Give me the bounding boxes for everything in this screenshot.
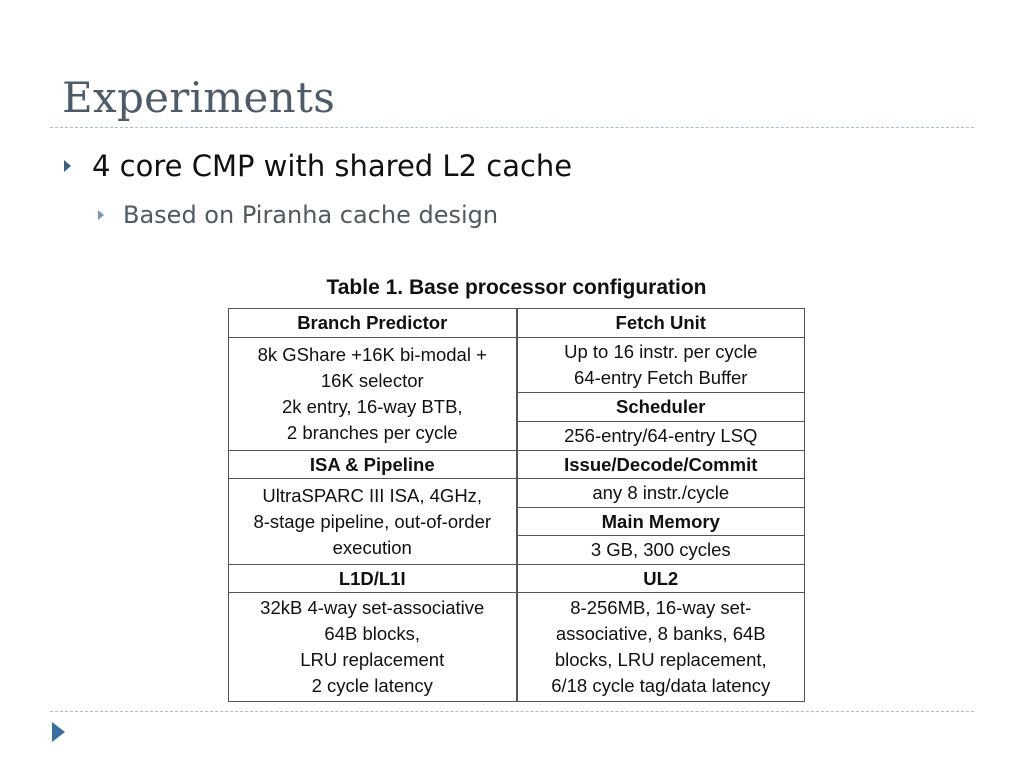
title-divider xyxy=(50,127,974,128)
cell-line: 64B blocks, xyxy=(324,623,421,644)
processor-config-table xyxy=(228,308,805,702)
cell-main-memory: 3 GB, 300 cycles xyxy=(517,536,805,565)
cell-line: blocks, LRU replacement, xyxy=(554,649,767,670)
cell-line: 6/18 cycle tag/data latency xyxy=(551,675,771,696)
header-fetch-unit: Fetch Unit xyxy=(517,309,805,338)
cell-line: UltraSPARC III ISA, 4GHz, xyxy=(262,484,483,506)
slide-title: Experiments xyxy=(62,73,336,122)
cell-line: 2 branches per cycle xyxy=(286,422,458,443)
cell-line: LRU replacement xyxy=(300,649,445,670)
header-main-memory: Main Memory xyxy=(517,508,805,536)
cell-fetch-unit xyxy=(517,338,805,393)
cell-scheduler: 256-entry/64-entry LSQ xyxy=(517,422,805,451)
bullet-triangle-icon xyxy=(98,210,104,220)
bullet-level2 xyxy=(98,198,498,232)
header-branch-predictor: Branch Predictor xyxy=(229,309,517,338)
cell-l1 xyxy=(229,593,517,702)
cell-line: 8-256MB, 16-way set- xyxy=(570,597,752,618)
cell-line: execution xyxy=(332,536,412,558)
cell-line: Up to 16 instr. per cycle xyxy=(564,341,758,362)
cell-line: associative, 8 banks, 64B xyxy=(555,623,766,644)
cell-line: 8-stage pipeline, out-of-order xyxy=(253,510,492,532)
cell-line: 32kB 4-way set-associative xyxy=(260,597,485,618)
cell-ul2 xyxy=(517,593,805,702)
header-isa-pipeline: ISA & Pipeline xyxy=(229,451,517,479)
cell-branch-predictor xyxy=(229,338,517,451)
header-l1: L1D/L1I xyxy=(229,565,517,593)
cell-line: 2k entry, 16-way BTB, xyxy=(281,396,463,417)
footer-divider xyxy=(50,711,974,712)
header-ul2: UL2 xyxy=(517,565,805,593)
cell-line: 64-entry Fetch Buffer xyxy=(574,367,748,388)
cell-line: 2 cycle latency xyxy=(311,675,433,696)
header-scheduler: Scheduler xyxy=(517,393,805,422)
header-issue-decode-commit: Issue/Decode/Commit xyxy=(517,451,805,479)
bullet-level1 xyxy=(64,146,572,186)
table-caption: Table 1. Base processor configuration xyxy=(326,276,707,299)
bullet-text: Based on Piranha cache design xyxy=(123,201,499,229)
cell-line: 8k GShare +16K bi-modal + xyxy=(257,344,487,365)
bullet-triangle-icon xyxy=(64,160,71,172)
cell-issue: any 8 instr./cycle xyxy=(517,479,805,508)
bullet-text: 4 core CMP with shared L2 cache xyxy=(92,149,573,183)
next-slide-arrow-icon[interactable] xyxy=(52,722,65,742)
cell-line: 16K selector xyxy=(320,370,424,391)
cell-isa-pipeline xyxy=(229,479,517,565)
